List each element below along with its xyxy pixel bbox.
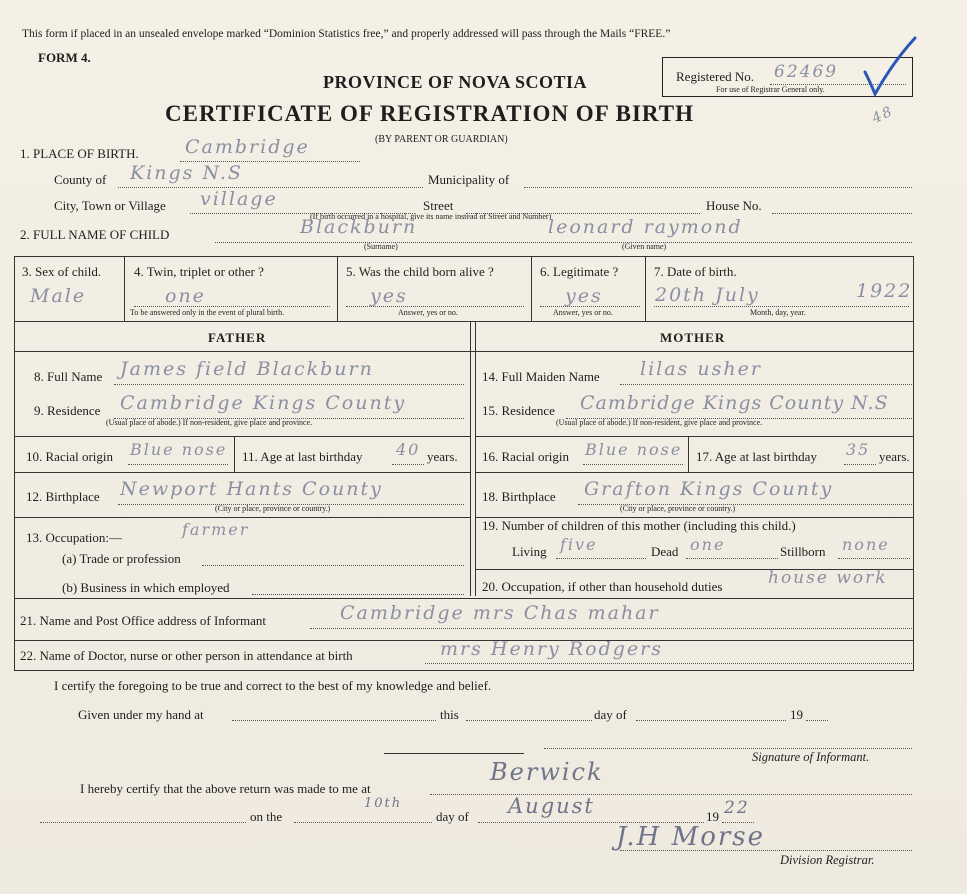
certificate-title: CERTIFICATE OF REGISTRATION OF BIRTH <box>165 101 694 126</box>
informant-value: Cambridge mrs Chas mahar <box>340 602 660 624</box>
mother-residence-value: Cambridge Kings County N.S <box>580 392 889 414</box>
signature-informant-label: Signature of Informant. <box>752 750 870 764</box>
father-name-label: 8. Full Name <box>34 369 103 384</box>
registrar-place-value: Berwick <box>490 758 604 786</box>
father-racial-label: 10. Racial origin <box>26 449 114 464</box>
father-birthplace-value: Newport Hants County <box>120 478 383 500</box>
sex-label: 3. Sex of child. <box>22 264 102 279</box>
twin-value: one <box>165 285 206 307</box>
registered-no-label: Registered No. <box>676 69 754 84</box>
mother-birthplace-value: Grafton Kings County <box>584 478 834 500</box>
street-label: Street <box>423 198 454 213</box>
twin-note: To be answered only in the event of plural birth. <box>130 308 285 317</box>
mother-age-unit: years. <box>879 449 910 464</box>
living-value: five <box>560 535 598 554</box>
stillborn-value: none <box>842 535 890 554</box>
place-of-birth-value: Cambridge <box>185 136 310 158</box>
place-of-birth-label: 1. PLACE OF BIRTH. <box>20 146 139 161</box>
father-occupation-value: farmer <box>182 520 250 539</box>
mother-residence-note: (Usual place of abode.) If non-resident, give place and province. <box>556 418 763 427</box>
province-title: PROVINCE OF NOVA SCOTIA <box>323 72 588 92</box>
city-label: City, Town or Village <box>54 198 166 213</box>
date-of-birth-label: 7. Date of birth. <box>654 264 737 279</box>
certify-year-prefix: 19 <box>790 707 803 722</box>
house-no-label: House No. <box>706 198 762 213</box>
form-number: FORM 4. <box>38 50 91 65</box>
date-note: Month, day, year. <box>750 308 806 317</box>
certificate-subtitle: (BY PARENT OR GUARDIAN) <box>375 134 508 145</box>
registrar-statement: I hereby certify that the above return was made to me at <box>80 781 371 796</box>
postal-notice: This form if placed in an unsealed envelope marked “Dominion Statistics free,” and properly addressed will pass through the Mails “FREE.” <box>22 28 671 40</box>
sex-value: Male <box>30 285 87 307</box>
given-name-note: (Given name) <box>622 242 667 251</box>
trade-label: (a) Trade or profession <box>62 551 181 566</box>
date-of-birth-value: 20th July <box>655 284 760 306</box>
child-given-name: leonard raymond <box>548 216 743 238</box>
father-racial-value: Blue nose <box>130 440 228 459</box>
registrar-year-suffix: 22 <box>724 798 750 818</box>
city-value: village <box>200 188 278 210</box>
surname-note: (Surname) <box>364 242 398 251</box>
day-of-label: day of <box>594 707 627 722</box>
registrar-year-prefix: 19 <box>706 809 719 824</box>
living-label: Living <box>512 544 547 559</box>
county-value: Kings N.S <box>130 162 243 184</box>
father-age-label: 11. Age at last birthday <box>242 449 363 464</box>
legitimate-label: 6. Legitimate ? <box>540 264 619 279</box>
stillborn-label: Stillborn <box>780 544 826 559</box>
twin-label: 4. Twin, triplet or other ? <box>134 264 264 279</box>
mother-name-label: 14. Full Maiden Name <box>482 369 600 384</box>
margin-mark: 48 <box>869 103 897 127</box>
father-birthplace-note: (City or place, province or country.) <box>215 504 331 513</box>
father-residence-value: Cambridge Kings County <box>120 392 407 414</box>
mother-residence-label: 15. Residence <box>482 403 555 418</box>
business-label: (b) Business in which employed <box>62 580 230 595</box>
mother-age-label: 17. Age at last birthday <box>696 449 817 464</box>
this-label: this <box>440 707 459 722</box>
day-of-label-2: day of <box>436 809 469 824</box>
legitimate-value: yes <box>565 285 603 307</box>
father-heading: FATHER <box>208 330 267 345</box>
alive-note: Answer, yes or no. <box>398 308 458 317</box>
alive-value: yes <box>370 285 408 307</box>
father-residence-note: (Usual place of abode.) If non-resident, give place and province. <box>106 418 313 427</box>
father-age-value: 40 <box>396 440 421 459</box>
dead-value: one <box>690 535 726 554</box>
given-under-label: Given under my hand at <box>78 707 204 722</box>
checkmark-icon <box>855 32 925 107</box>
father-age-unit: years. <box>427 449 458 464</box>
registrar-day-value: 10th <box>364 796 403 811</box>
mother-occupation-value: house work <box>768 568 888 588</box>
division-registrar-label: Division Registrar. <box>780 853 875 867</box>
registrar-month-value: August <box>508 794 595 818</box>
hospital-note: (If birth occurred in a hospital, give its name instead of Street and Number) <box>310 212 552 221</box>
father-birthplace-label: 12. Birthplace <box>26 489 100 504</box>
alive-label: 5. Was the child born alive ? <box>346 264 494 279</box>
registrar-signature: J.H Morse <box>616 822 766 852</box>
mother-heading: MOTHER <box>660 330 726 345</box>
mother-racial-value: Blue nose <box>585 440 683 459</box>
father-residence-label: 9. Residence <box>34 403 101 418</box>
dead-label: Dead <box>651 544 679 559</box>
informant-label: 21. Name and Post Office address of Informant <box>20 613 266 628</box>
mother-racial-label: 16. Racial origin <box>482 449 570 464</box>
mother-name-value: lilas usher <box>640 358 762 380</box>
child-name-label: 2. FULL NAME OF CHILD <box>20 227 170 242</box>
municipality-label: Municipality of <box>428 172 510 187</box>
child-surname: Blackburn <box>300 216 418 238</box>
on-the-label: on the <box>250 809 283 824</box>
father-occupation-label: 13. Occupation:— <box>26 530 123 545</box>
year-of-birth-value: 1922 <box>856 280 913 302</box>
registrar-only-note: For use of Registrar General only. <box>716 85 825 94</box>
doctor-value: mrs Henry Rodgers <box>440 638 663 660</box>
certify-statement: I certify the foregoing to be true and correct to the best of my knowledge and belief. <box>54 678 492 693</box>
mother-birthplace-label: 18. Birthplace <box>482 489 556 504</box>
mother-occupation-label: 20. Occupation, if other than household duties <box>482 579 723 594</box>
doctor-label: 22. Name of Doctor, nurse or other person in attendance at birth <box>20 648 353 663</box>
county-label: County of <box>54 172 107 187</box>
legitimate-note: Answer, yes or no. <box>553 308 613 317</box>
children-count-label: 19. Number of children of this mother (including this child.) <box>482 518 796 533</box>
father-name-value: James field Blackburn <box>120 358 374 380</box>
mother-age-value: 35 <box>846 440 871 459</box>
registered-no-value: 62469 <box>774 62 839 82</box>
mother-birthplace-note: (City or place, province or country.) <box>620 504 736 513</box>
